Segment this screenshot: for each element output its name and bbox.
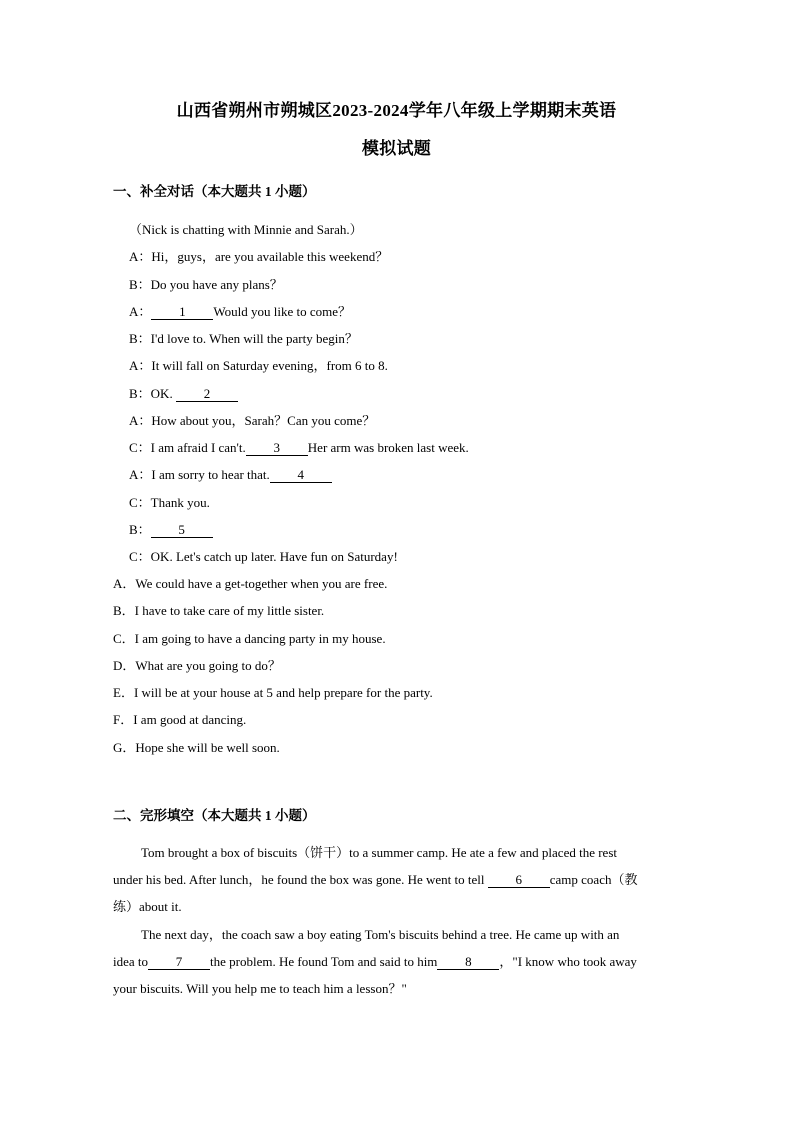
passage-text: camp coach（教 xyxy=(549,872,638,887)
blank-7[interactable]: 7 xyxy=(148,955,210,970)
dialog-line-9 xyxy=(129,467,332,483)
dialog-text: Would you like to come？ xyxy=(213,304,351,319)
dialog-line-8 xyxy=(129,440,469,456)
document-title: 山西省朔州市朔城区2023-2024学年八年级上学期期末英语 xyxy=(176,101,617,120)
section1-heading: 一、补全对话（本大题共 1 小题） xyxy=(113,184,316,199)
dialog-line-4 xyxy=(129,331,358,347)
passage-p2-line1: The next day，the coach saw a boy eating Tom's biscuits behind a tree. He came up with an xyxy=(141,927,620,942)
option-e: E．I will be at your house at 5 and help prepare for the party. xyxy=(113,685,433,700)
document-subtitle: 模拟试题 xyxy=(361,139,432,158)
dialog-line-5 xyxy=(129,358,388,374)
section2-heading: 二、完形填空（本大题共 1 小题） xyxy=(113,808,316,823)
dialog-text: It will fall on Saturday evening，from 6 to 8. xyxy=(151,358,388,373)
dialog-line-10 xyxy=(129,495,210,511)
blank-8[interactable]: 8 xyxy=(437,955,499,970)
dialog-line-7 xyxy=(129,413,375,429)
dialog-text: I am sorry to hear that. xyxy=(151,467,270,482)
speaker-label: B： xyxy=(129,522,151,537)
passage-p1-line2 xyxy=(113,872,637,888)
speaker-label: B： xyxy=(129,386,151,401)
speaker-label: A： xyxy=(129,413,152,428)
speaker-label: B： xyxy=(129,331,151,346)
speaker-label: A： xyxy=(129,249,152,264)
passage-p2-line3: your biscuits. Will you help me to teach him a lesson？" xyxy=(113,981,407,996)
dialog-text: Hi，guys，are you available this weekend？ xyxy=(151,249,389,264)
passage-text: idea to xyxy=(113,954,149,969)
speaker-label: A： xyxy=(129,358,152,373)
option-c: C．I am going to have a dancing party in my house. xyxy=(113,631,386,646)
dialog-text: OK. Let's catch up later. Have fun on Saturday! xyxy=(150,549,398,564)
dialog-text: I am afraid I can't. xyxy=(150,440,246,455)
dialog-line-1 xyxy=(129,249,388,265)
dialog-line-11 xyxy=(129,522,213,538)
speaker-label: C： xyxy=(129,495,151,510)
speaker-label: A： xyxy=(129,467,152,482)
blank-5[interactable]: 5 xyxy=(151,523,213,538)
passage-text: under his bed. After lunch，he found the box was gone. He went to tell xyxy=(113,872,488,887)
dialog-text: I'd love to. When will the party begin？ xyxy=(150,331,358,346)
blank-2[interactable]: 2 xyxy=(176,387,238,402)
dialog-text: How about you，Sarah？Can you come？ xyxy=(151,413,376,428)
passage-text: ，"I know who took away xyxy=(499,954,637,969)
passage-text: the problem. He found Tom and said to him xyxy=(210,954,438,969)
dialog-intro: （Nick is chatting with Minnie and Sarah.） xyxy=(129,222,363,237)
dialog-text: Her arm was broken last week. xyxy=(307,440,469,455)
dialog-text: OK. xyxy=(150,386,176,401)
blank-4[interactable]: 4 xyxy=(270,468,332,483)
dialog-text: Thank you. xyxy=(150,495,210,510)
passage-p1-line1: Tom brought a box of biscuits（饼干）to a summer camp. He ate a few and placed the rest xyxy=(141,845,617,860)
option-f: F．I am good at dancing. xyxy=(113,712,247,727)
option-g: G．Hope she will be well soon. xyxy=(113,740,280,755)
blank-6[interactable]: 6 xyxy=(488,873,550,888)
speaker-label: B： xyxy=(129,277,151,292)
speaker-label: A： xyxy=(129,304,152,319)
dialog-line-2 xyxy=(129,277,283,293)
passage-p2-line2 xyxy=(113,954,637,970)
speaker-label: C： xyxy=(129,549,151,564)
dialog-line-6 xyxy=(129,386,238,402)
option-b: B．I have to take care of my little sister. xyxy=(113,603,325,618)
blank-3[interactable]: 3 xyxy=(246,441,308,456)
option-a: A．We could have a get-together when you are free. xyxy=(113,576,388,591)
dialog-line-12 xyxy=(129,549,398,565)
speaker-label: C： xyxy=(129,440,151,455)
option-d: D．What are you going to do？ xyxy=(113,658,281,673)
blank-1[interactable]: 1 xyxy=(151,305,213,320)
dialog-text: Do you have any plans？ xyxy=(150,277,283,292)
dialog-line-3 xyxy=(129,304,351,320)
passage-p1-line3: 练）about it. xyxy=(113,899,182,914)
